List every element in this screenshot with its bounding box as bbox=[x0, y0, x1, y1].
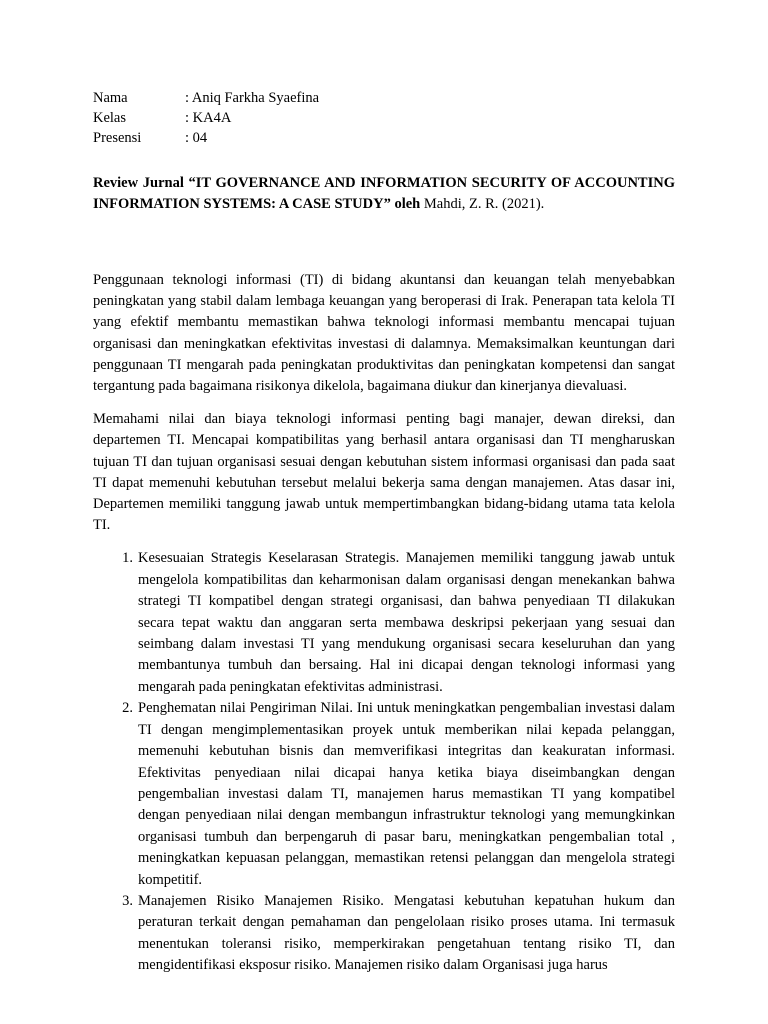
list-item-text: Penghematan nilai Pengiriman Nilai. Ini untuk meningkatkan pengembalian investasi dalam TI dengan mengimplementasikan proyek untuk memberikan nilai kepada pelanggan, memenuhi kebutuhan bisnis dan memverifikasi integritas dan keakuratan informasi. Efektivitas penyediaan nilai dicapai hanya ketika biaya diseimbangkan dengan pengembalian investasi dalam TI, manajemen harus memastikan TI yang kompatibel dengan penyediaan nilai dengan membangun infrastruktur teknologi yang memungkinkan organisasi tumbuh dan berpengaruh di pasar baru, meningkatkan pengembalian total , meningkatkan kepuasan pelanggan, memastikan retensi pelanggan dan mengelola strategi kompetitif. bbox=[138, 700, 675, 888]
list-item bbox=[93, 698, 675, 891]
identity-value: : 04 bbox=[185, 130, 208, 146]
identity-value: : Aniq Farkha Syaefina bbox=[185, 90, 320, 106]
identity-row-attendance bbox=[93, 128, 319, 148]
numbered-list bbox=[93, 548, 675, 976]
identity-label: Presensi bbox=[93, 130, 142, 146]
paragraph: Penggunaan teknologi informasi (TI) di bidang akuntansi dan keuangan telah menyebabkan peningkatan yang stabil dalam lembaga keuangan yang beroperasi di Irak. Penerapan tata kelola TI yang efektif membantu memastikan bahwa teknologi informasi membantu mencapai tujuan organisasi dan meningkatkan efektivitas investasi di dalamnya. Memaksimalkan keuntungan dari penggunaan TI mengarah pada peningkatan produktivitas dan peningkatan kompetensi dan sangat tergantung pada bagaimana risikonya dikelola, bagaimana diukur dan kinerjanya dievaluasi. bbox=[93, 272, 675, 395]
list-item-text: Kesesuaian Strategis Keselarasan Strategis. Manajemen memiliki tanggung jawab untuk mengelola kompatibilitas dan keharmonisan dalam organisasi dengan menekankan bahwa strategi TI kompatibel dengan strategi organisasi, dan bahwa penyediaan TI dilakukan secara tepat waktu dan anggaran serta membawa deskripsi pekerjaan yang sesuai dan seimbang dalam investasi TI yang mendukung organisasi secara keseluruhan dan yang membantunya tumbuh dan bersaing. Hal ini dicapai dengan teknologi informasi yang mengarah pada peningkatan efektivitas administrasi. bbox=[138, 550, 675, 695]
list-item bbox=[93, 548, 675, 698]
identity-row-class bbox=[93, 108, 319, 128]
identity-block bbox=[93, 88, 319, 148]
identity-value: : KA4A bbox=[185, 110, 232, 126]
review-heading bbox=[93, 173, 675, 215]
list-item-text: Manajemen Risiko Manajemen Risiko. Mengatasi kebutuhan kepatuhan hukum dan peraturan terkait dengan pemahaman dan pengelolaan risiko proses utama. Ini termasuk menentukan toleransi risiko, memperkirakan pengetahuan tentang risiko TI, dan mengidentifikasi eksposur risiko. Manajemen risiko dalam Organisasi juga harus bbox=[138, 892, 675, 974]
identity-label: Kelas bbox=[93, 110, 127, 126]
list-number: 3. bbox=[122, 892, 133, 909]
identity-row-name bbox=[93, 88, 319, 108]
review-title: Review Jurnal “IT GOVERNANCE AND INFORMATION SECURITY OF ACCOUNTING INFORMATION SYSTEMS: A CASE STUDY” oleh bbox=[93, 175, 675, 212]
identity-label: Nama bbox=[93, 90, 128, 106]
document-body bbox=[93, 270, 675, 977]
review-author: Mahdi, Z. R. (2021). bbox=[420, 196, 545, 212]
list-number: 1. bbox=[122, 550, 133, 567]
list-number: 2. bbox=[122, 700, 133, 717]
paragraph: Memahami nilai dan biaya teknologi informasi penting bagi manajer, dewan direksi, dan departemen TI. Mencapai kompatibilitas yang berhasil antara organisasi dan TI mengharuskan tujuan TI dan tujuan organisasi sesuai dengan kebutuhan sistem informasi organisasi dan pada saat TI dapat memenuhi kebutuhan tersebut melalui bekerja sama dengan manajemen. Atas dasar ini, Departemen memiliki tanggung jawab untuk mempertimbangkan bidang-bidang utama tata kelola TI. bbox=[93, 411, 675, 534]
list-item bbox=[93, 891, 675, 977]
